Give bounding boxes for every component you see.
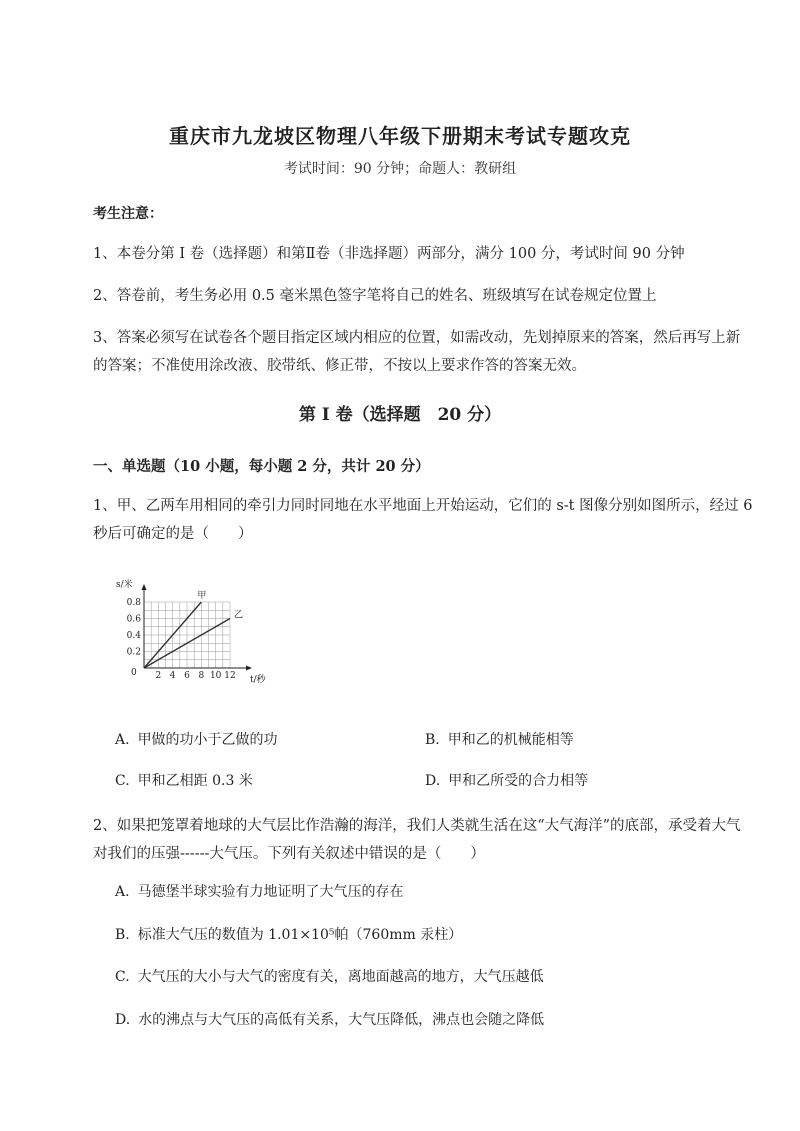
option-1b[interactable] — [425, 729, 574, 749]
question-1-stem: 1、甲、乙两车用相同的牵引力同时同地在水平地面上开始运动，它们的 s-t 图像分别如图所示，经过 6 秒后可确定的是（ ） — [93, 498, 753, 542]
option-1d[interactable] — [425, 770, 588, 790]
x-tick-label: 8 — [198, 671, 205, 681]
option-text: 甲和乙所受的合力相等 — [448, 773, 589, 789]
option-1c[interactable] — [115, 770, 253, 790]
page-title: 重庆市九龙坡区物理八年级下册期末考试专题攻克 — [169, 124, 631, 148]
option-key: D. — [425, 773, 441, 789]
chart-grid — [144, 602, 230, 668]
notice-heading: 考生注意： — [93, 206, 163, 222]
question-group-heading: 一、单选题（10 小题，每小题 2 分，共计 20 分） — [93, 458, 430, 475]
question-2-stem: 2、如果把笼罩着地球的大气层比作浩瀚的海洋，我们人类就生活在这“大气海洋”的底部，承受着大气对我们的压强------大气压。下列有关叙述中错误的是（ ） — [93, 818, 741, 862]
option-text: 大气压的大小与大气的密度有关，离地面越高的地方，大气压越低 — [137, 969, 544, 985]
option-text: 甲和乙相距 0.3 米 — [137, 773, 253, 789]
notice-item: 3、答案必须写在试卷各个题目指定区域内相应的位置，如需改动，先划掉原来的答案，然后再写上新的答案；不准使用涂改液、胶带纸、修正带，不按以上要求作答的答案无效。 — [93, 330, 741, 374]
x-axis-arrow — [246, 666, 252, 671]
option-key: A. — [115, 732, 130, 748]
option-2c[interactable] — [115, 966, 544, 986]
origin-label: 0 — [131, 668, 137, 678]
option-2d[interactable] — [115, 1009, 544, 1029]
y-tick-label: 0.2 — [126, 647, 141, 658]
y-tick-label: 0.6 — [126, 614, 141, 625]
option-key: B. — [425, 732, 440, 748]
x-tick-label: 6 — [184, 671, 190, 681]
option-1a[interactable] — [115, 729, 278, 749]
option-key: D. — [115, 1012, 131, 1028]
y-tick-label: 0.8 — [126, 598, 141, 608]
option-key: A. — [115, 884, 130, 900]
option-text: 甲做的功小于乙做的功 — [137, 732, 278, 748]
series-label: 甲 — [197, 591, 207, 601]
option-2b[interactable] — [115, 924, 462, 944]
y-tick-label: 0.4 — [126, 631, 141, 641]
option-key: C. — [115, 773, 130, 789]
notice-item: 1、本卷分第 I 卷（选择题）和第Ⅱ卷（非选择题）两部分，满分 100 分，考试时间 90 分钟 — [93, 246, 685, 262]
chart-lines — [144, 590, 243, 668]
series-label: 乙 — [234, 610, 244, 621]
notice-item: 2、答卷前，考生务必用 0.5 毫米黑色签字笔将自己的姓名、班级填写在试卷规定位置上 — [93, 288, 657, 304]
x-tick-label: 2 — [155, 671, 162, 681]
option-2a[interactable] — [115, 881, 404, 901]
option-text: 甲和乙的机械能相等 — [447, 732, 574, 748]
option-key: C. — [115, 969, 130, 985]
option-key: B. — [115, 927, 130, 943]
section-title: 第 I 卷（选择题 20 分） — [298, 405, 502, 425]
y-axis-arrow — [142, 584, 147, 590]
option-text: 马德堡半球实验有力地证明了大气压的存在 — [137, 884, 404, 900]
y-axis-label: s/米 — [116, 580, 133, 590]
x-axis-label: t/秒 — [250, 675, 266, 685]
option-text: 水的沸点与大气压的高低有关系，大气压降低，沸点也会随之降低 — [138, 1012, 545, 1028]
x-tick-label: 10 — [209, 671, 222, 681]
exam-info: 考试时间：90 分钟；命题人：教研组 — [283, 161, 517, 177]
x-tick-label: 4 — [169, 671, 176, 681]
option-text: 标准大气压的数值为 1.01×10⁵帕（760mm 汞柱） — [137, 927, 463, 943]
s-t-graph — [112, 578, 272, 688]
x-tick-label: 12 — [224, 671, 236, 681]
